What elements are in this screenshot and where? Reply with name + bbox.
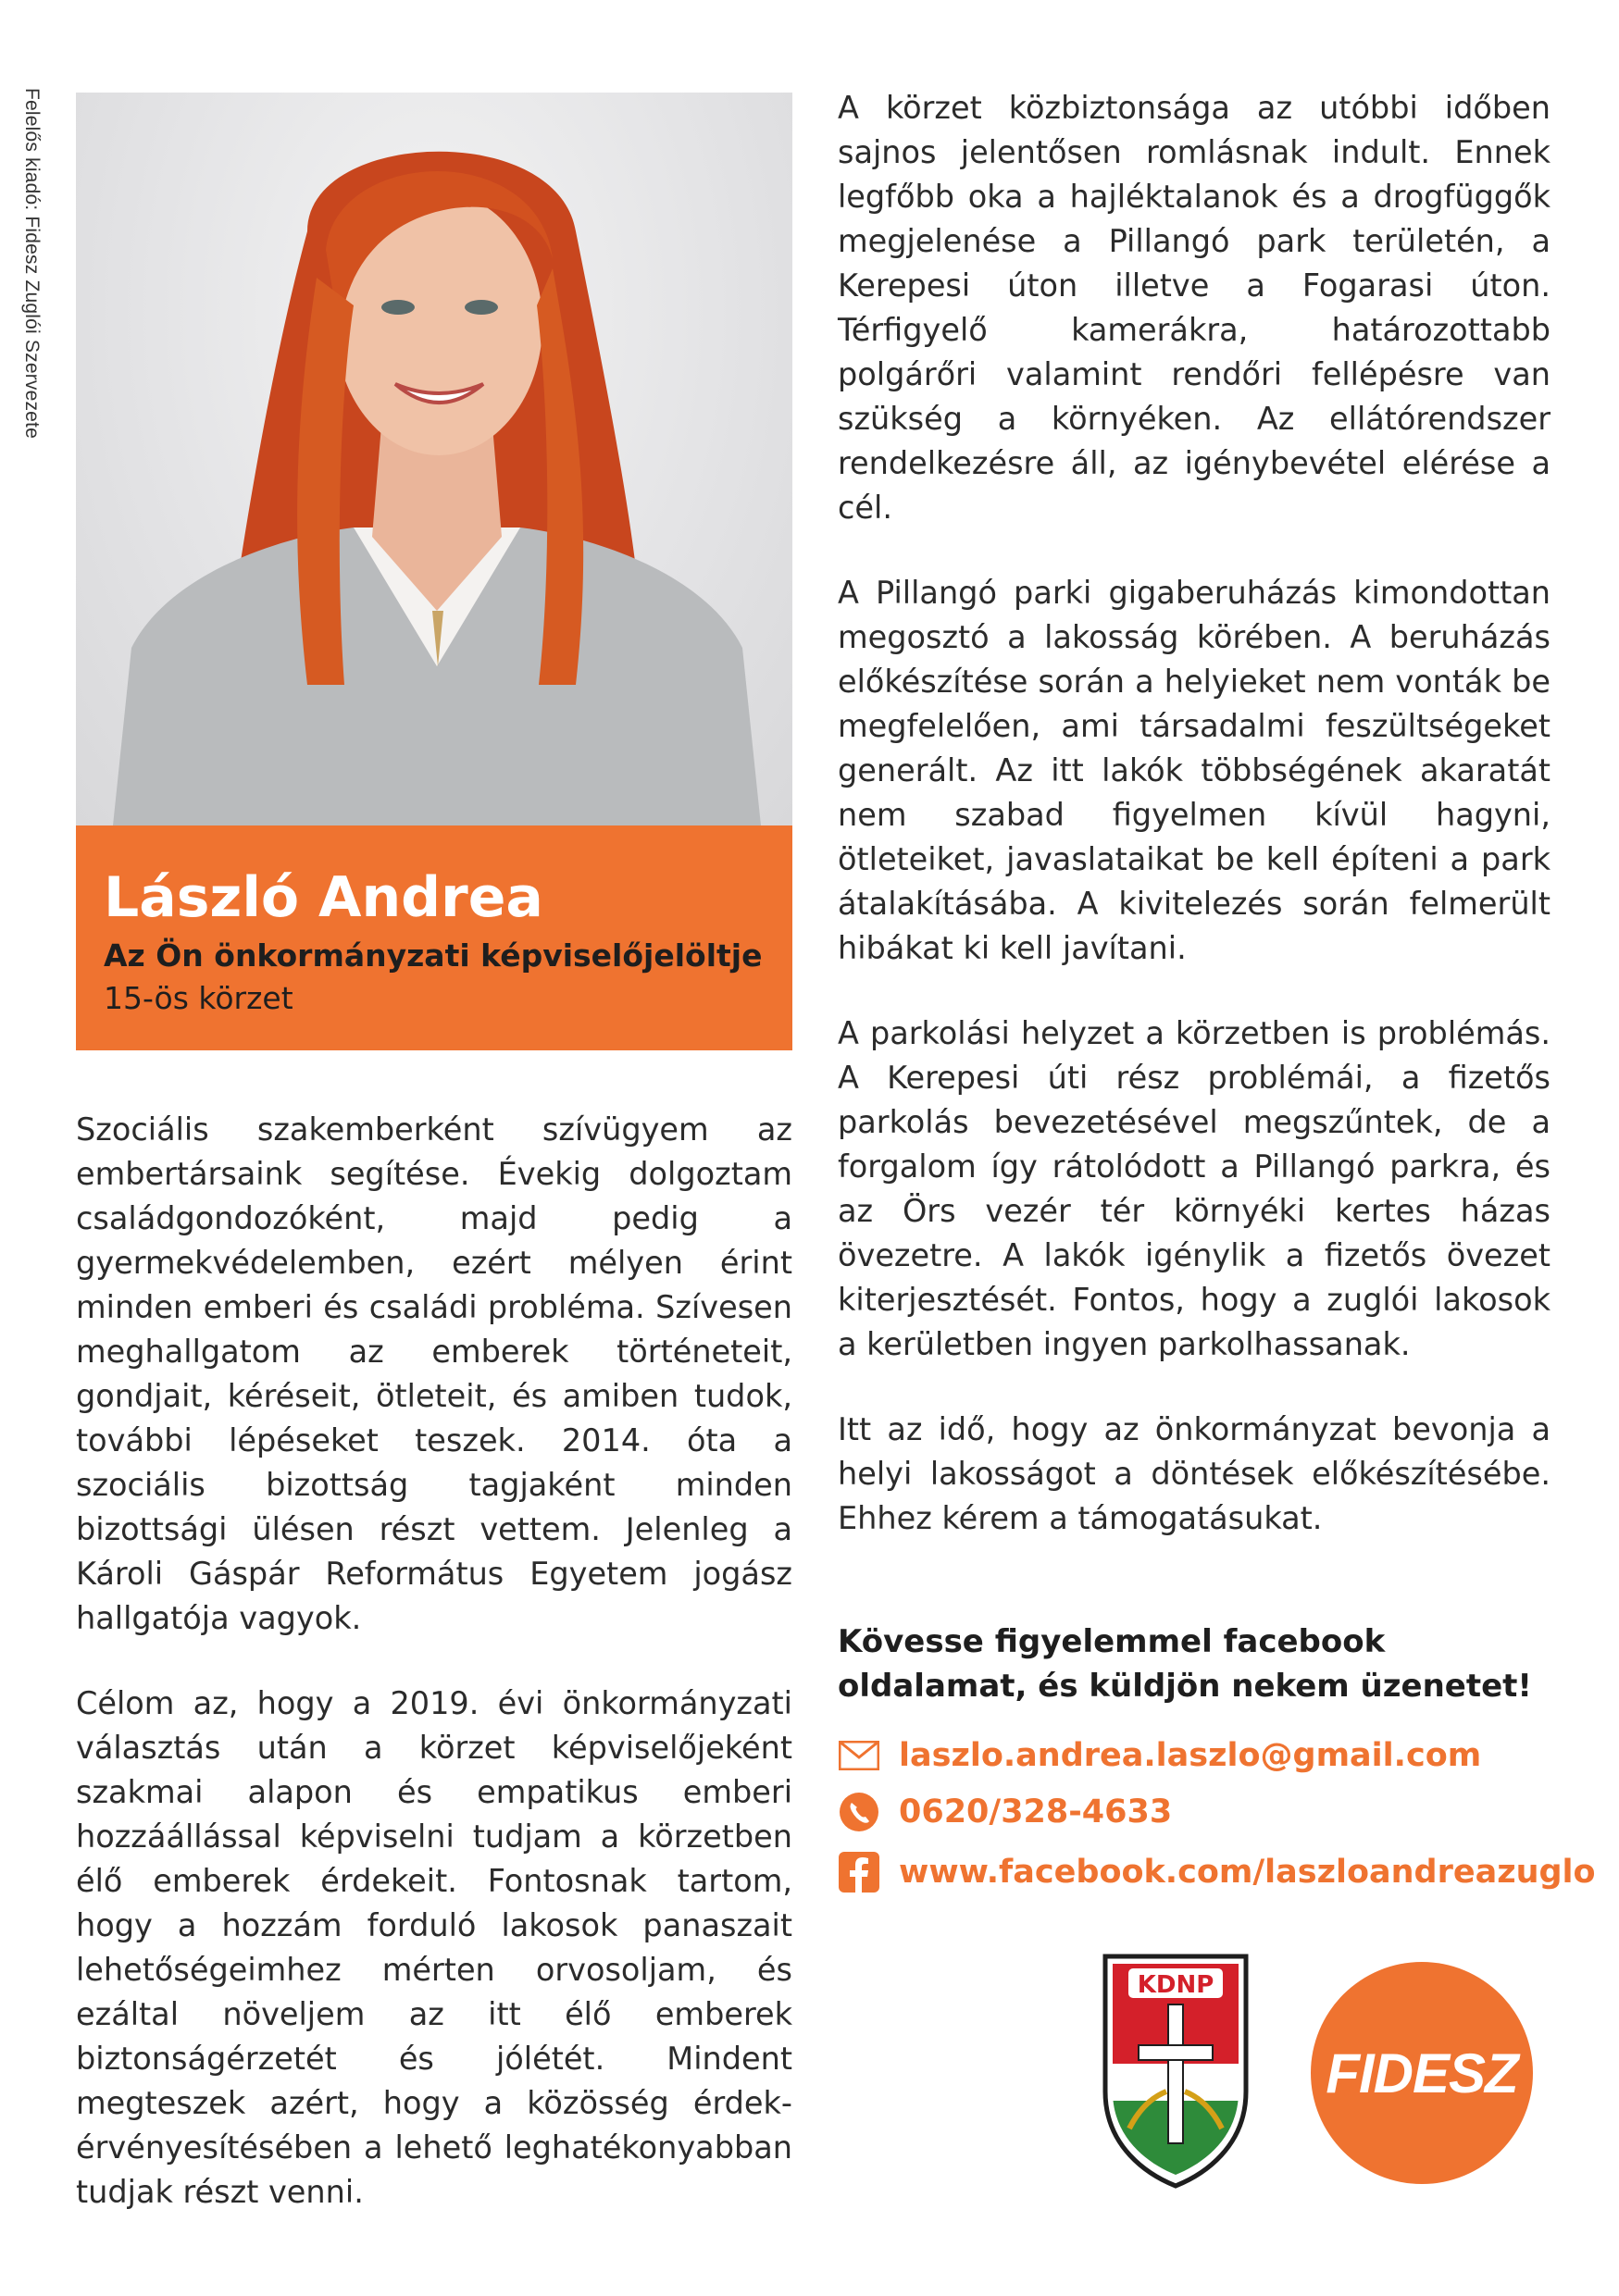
contact-phone[interactable] [838,1791,1172,1833]
contact-email[interactable] [838,1734,1481,1777]
paragraph: Szociális szakemberként szívügyem az embertársaink segítése. Évekig dolgoztam családgondozóként, majd pedig a gyermekvédelemben, ezért mélyen érint minden emberi és családi probléma. Szívesen meghallgatom az emberek történeteit, gondjait, kéréseit, ötleteit, és amiben tudok, további lépéseket teszek. 2014. óta a szociális bizottság tagjaként minden bizottsági ülésen részt vettem. Jelenleg a Károli Gáspár Református Egyetem jogász hallgatója vagyok. [76,1111,792,1636]
phone-icon [838,1791,880,1833]
candidate-photo [76,93,792,825]
facebook-link[interactable]: www.facebook.com/laszloandreazuglo [899,1854,1596,1891]
call-to-action: Kövesse figyelemmel facebook oldalamat, és küldjön nekem üzenetet! [838,1623,1532,1705]
paragraph: A parkolási helyzet a körzetben is problémás. A Kerepesi úti rész problémái, a fizetős parkolás bevezetésével megszűntek, de a forgalom így rátolódott a Pillangó parkra, és az Örs vezér tér környéki kertes házas övezetre. A lakók igénylik a fizetős övezet kiterjesztését. Fontos, hogy a zuglói lakosok a kerületben ingyen parkolhassanak. [838,1015,1551,1362]
paragraph: A Pillangó parki gigaberuházás kimondottan megosztó a lakosság körében. A beruházás előkészítése során a helyieket nem vonták be megfelelően, ami társadalmi feszültségeket generált. Az itt lakók többségének akaratát nem szabad figyelmen kívül hagyni, ötleteiket, javaslataikat be kell építeni a park átalakításába. A kivitelezés során felmerült hibákat ki kell javítani. [838,575,1551,966]
paragraph: Itt az idő, hogy az önkormányzat bevonja a helyi lakosságot a döntések előkészítésébe. Ehhez kérem a támogatásukat. [838,1411,1551,1536]
kdnp-logo [1102,1953,1250,2192]
phone-number[interactable]: 0620/328-4633 [899,1793,1173,1831]
candidate-name: László Andrea [104,865,543,930]
kdnp-label: KDNP [1137,1971,1214,1999]
email-link[interactable]: laszlo.andrea.laszlo@gmail.com [899,1737,1482,1774]
envelope-icon [838,1734,880,1777]
portrait-illustration [76,93,792,825]
candidate-subtitle: Az Ön önkormányzati képviselőjelöltje [104,937,763,974]
contact-facebook[interactable] [838,1851,1596,1893]
facebook-icon [838,1851,880,1893]
paragraph: Célom az, hogy a 2019. évi önkormányzati választás után a körzet képviselőjeként szakmai alapon és empatikus emberi hozzáállással képviselni tudjam a körzetben élő emberek érdekeit. Fontosnak tartom, hogy a hozzám forduló lakosok panaszait lehetőségeimhez mérten orvosoljam, és ezáltal növeljem az itt élő emberek biztonságérzetét és jólétét. Mindent megteszek azért, hogy a közösség érdek-érvényesítésében a lehető leghatékonyabban tudjak részt venni. [76,1685,792,2210]
candidate-banner [76,825,792,1050]
fidesz-logo: FIDESZ [1311,1962,1533,2184]
candidate-district: 15-ös körzet [104,980,293,1017]
publisher-note: Felelős kiadó: Fidesz Zuglói Szervezete [21,88,43,439]
paragraph: A körzet közbiztonsága az utóbbi időben sajnos jelentősen romlásnak indult. Ennek legfőbb oka a hajléktalanok és a drogfüggők megjelenése a Pillangó park területén, a Kerepesi úton illetve a Fogarasi úton. Térfigyelő kamerákra, határozottabb polgárőri valamint rendőri fellépésre van szükség a környéken. Az ellátórendszer rendelkezésre áll, az igénybevétel elérése a cél. [838,90,1551,526]
right-text-column [838,86,1551,1582]
left-text-column [76,1108,792,2255]
